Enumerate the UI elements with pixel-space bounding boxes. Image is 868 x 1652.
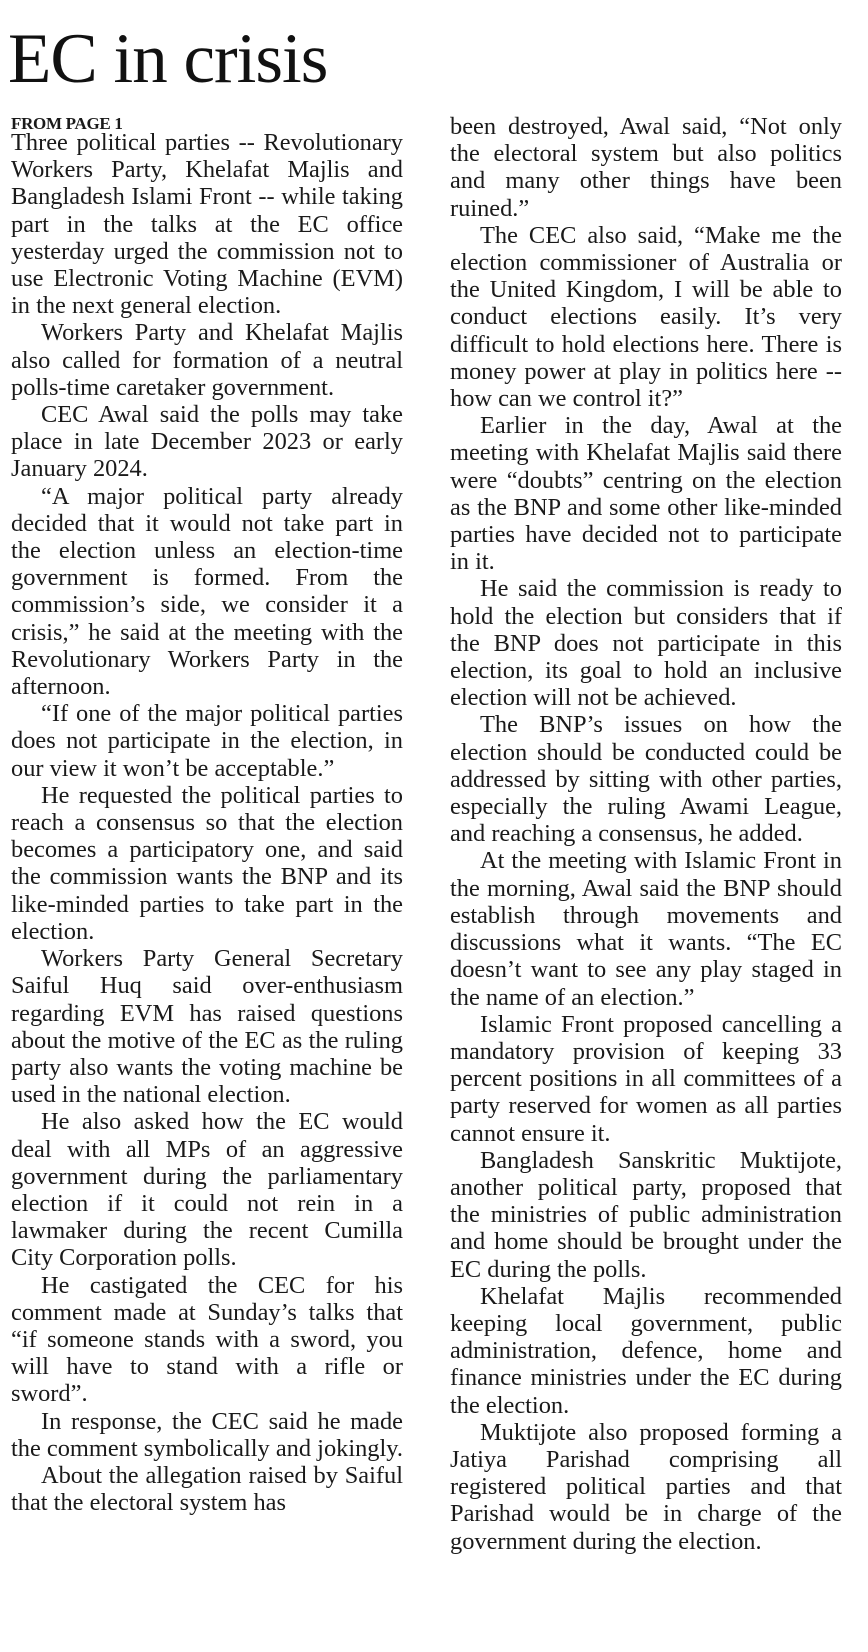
paragraph: Khelafat Majlis recommended keeping local government, public administration, defence, home and finance ministries under the EC during the election. bbox=[450, 1282, 842, 1419]
paragraph: In response, the CEC said he made the comment symbolically and jokingly. bbox=[11, 1407, 403, 1462]
paragraph: “If one of the major political parties does not participate in the election, in our view it won’t be acceptable.” bbox=[11, 700, 403, 782]
paragraph: About the allegation raised by Saiful that the electoral system has bbox=[11, 1461, 403, 1517]
paragraph: Islamic Front proposed cancelling a mandatory provision of keeping 33 percent positions in all committees of a party reserved for women as all parties cannot ensure it. bbox=[450, 1010, 842, 1147]
paragraph: been destroyed, Awal said, “Not only the electoral system but also politics and many other things have been ruined.” bbox=[450, 113, 842, 222]
article-column-right bbox=[450, 113, 842, 1555]
paragraph: Workers Party General Secretary Saiful Huq said over-enthusiasm regarding EVM has raised questions about the motive of the EC as the ruling party also wants the voting machine be used in the national election. bbox=[11, 945, 403, 1109]
paragraph: He requested the political parties to reach a consensus so that the election becomes a participatory one, and said the commission wants the BNP and its like-minded parties to take part in the election. bbox=[11, 781, 403, 945]
paragraph: Workers Party and Khelafat Majlis also called for formation of a neutral polls-time caretaker government. bbox=[11, 319, 403, 401]
article-column-left bbox=[11, 113, 403, 1516]
paragraph: The BNP’s issues on how the election should be conducted could be addressed by sitting with other parties, especially the ruling Awami League, and reaching a consensus, he added. bbox=[450, 711, 842, 848]
paragraph: CEC Awal said the polls may take place in late December 2023 or early January 2024. bbox=[11, 401, 403, 483]
paragraph: The CEC also said, “Make me the election commissioner of Australia or the United Kingdom, I will be able to conduct elections easily. It’s very difficult to hold elections here. There is money power at play in politics here -- how can we control it?” bbox=[450, 221, 842, 413]
paragraph: He said the commission is ready to hold the election but considers that if the BNP does not participate in this election, its goal to hold an inclusive election will not be achieved. bbox=[450, 575, 842, 712]
paragraph: He castigated the CEC for his comment made at Sunday’s talks that “if someone stands with a sword, you will have to stand with a rifle or sword”. bbox=[11, 1271, 403, 1408]
paragraph: “A major political party already decided that it would not take part in the election unless an election-time government is formed. From the commission’s side, we consider it a crisis,” he said at the meeting with the Revolutionary Workers Party in the afternoon. bbox=[11, 482, 403, 701]
paragraph: Muktijote also proposed forming a Jatiya Parishad comprising all registered political parties and that Parishad would be in charge of the government during the election. bbox=[450, 1418, 842, 1555]
paragraph: At the meeting with Islamic Front in the morning, Awal said the BNP should establish through movements and discussions what it wants. “The EC doesn’t want to see any play staged in the name of an election.” bbox=[450, 847, 842, 1011]
paragraph: He also asked how the EC would deal with all MPs of an aggressive government during the parliamentary election if it could not rein in a lawmaker during the recent Cumilla City Corporation polls. bbox=[11, 1108, 403, 1272]
headline: EC in crisis bbox=[8, 20, 328, 98]
kicker-from-page: FROM PAGE 1 bbox=[11, 114, 123, 133]
paragraph: Earlier in the day, Awal at the meeting with Khelafat Majlis said there were “doubts” centring on the election as the BNP and some other like-minded parties have decided not to participate in it. bbox=[450, 412, 842, 576]
paragraph: Three political parties -- Revolutionary Workers Party, Khelafat Majlis and Bangladesh Islami Front -- while taking part in the talks at the EC office yesterday urged the commission not to use Electronic Voting Machine (EVM) in the next general election. bbox=[11, 129, 403, 320]
paragraph: Bangladesh Sanskritic Muktijote, another political party, proposed that the ministries of public administration and home should be brought under the EC during the polls. bbox=[450, 1146, 842, 1283]
